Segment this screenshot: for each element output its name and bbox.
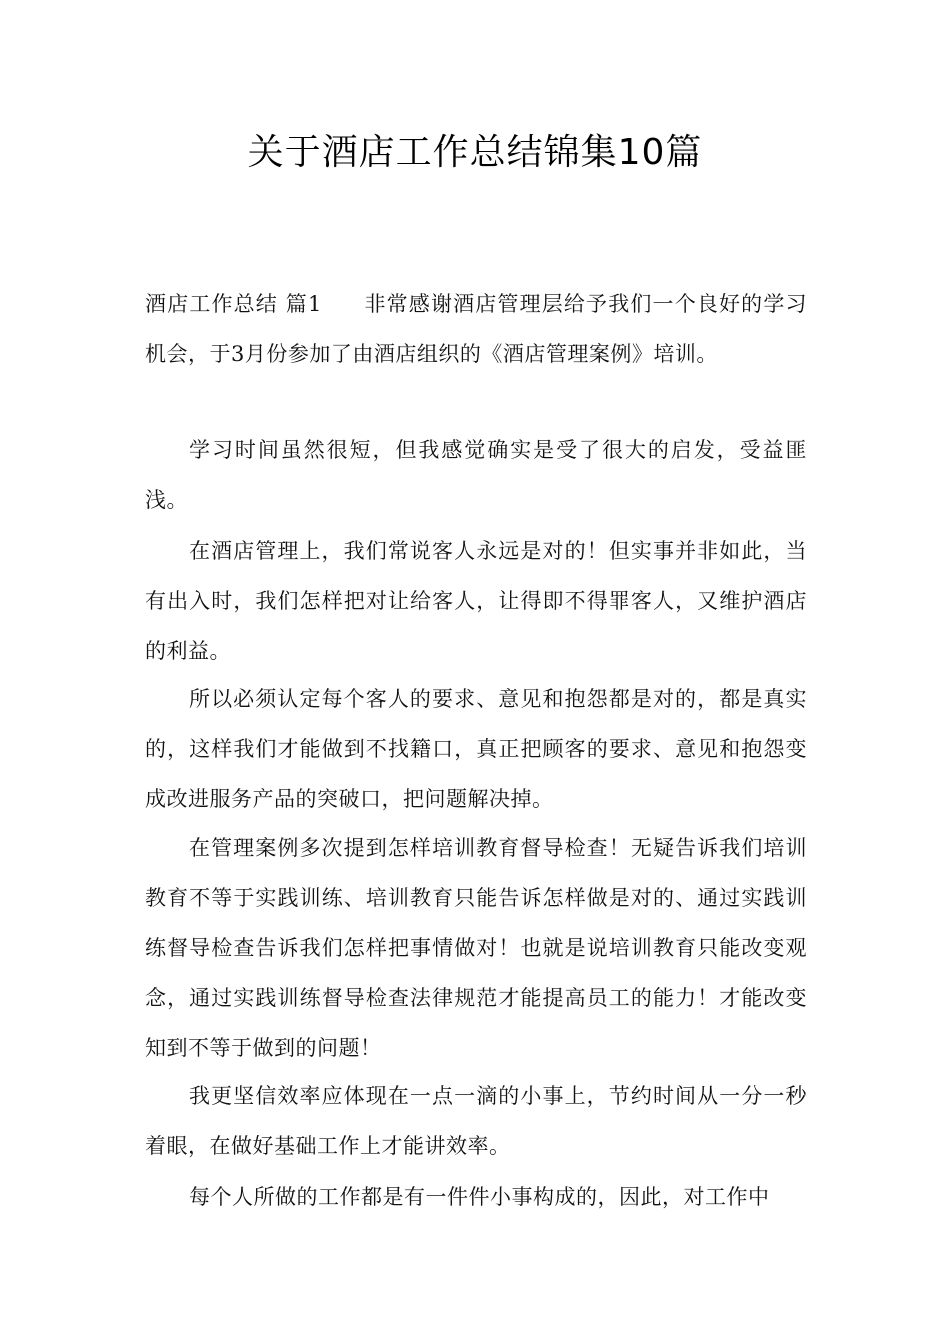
paragraph-3: 所以必须认定每个客人的要求、意见和抱怨都是对的，都是真实的，这样我们才能做到不找籍口，真正把顾客的要求、意见和抱怨变成改进服务产品的突破口，把问题解决掉。 bbox=[145, 687, 807, 811]
paragraph-2: 在酒店管理上，我们常说客人永远是对的！但实事并非如此，当有出入时，我们怎样把对让给客人，让得即不得罪客人，又维护酒店的利益。 bbox=[145, 539, 807, 663]
document-title: 关于酒店工作总结锦集10篇 bbox=[247, 132, 703, 173]
intro-text: 非常感谢酒店管理层给予我们一个良好的学习机会，于3月份参加了由酒店组织的《酒店管理案例》培训。 bbox=[145, 292, 807, 366]
paragraph-1: 学习时间虽然很短，但我感觉确实是受了很大的启发，受益匪浅。 bbox=[145, 438, 807, 512]
paragraph-6: 每个人所做的工作都是有一件件小事构成的，因此，对工作中 bbox=[189, 1185, 770, 1209]
intro-paragraph bbox=[145, 279, 807, 379]
section-label: 酒店工作总结 篇1 bbox=[145, 292, 322, 316]
paragraph-5: 我更坚信效率应体现在一点一滴的小事上，节约时间从一分一秒着眼，在做好基础工作上才能讲效率。 bbox=[145, 1084, 807, 1158]
paragraph-4: 在管理案例多次提到怎样培训教育督导检查！无疑告诉我们培训教育不等于实践训练、培训教育只能告诉怎样做是对的、通过实践训练督导检查告诉我们怎样把事情做对！也就是说培训教育只能改变观念，通过实践训练督导检查法律规范才能提高员工的能力！才能改变知到不等于做到的问题！ bbox=[145, 836, 807, 1060]
